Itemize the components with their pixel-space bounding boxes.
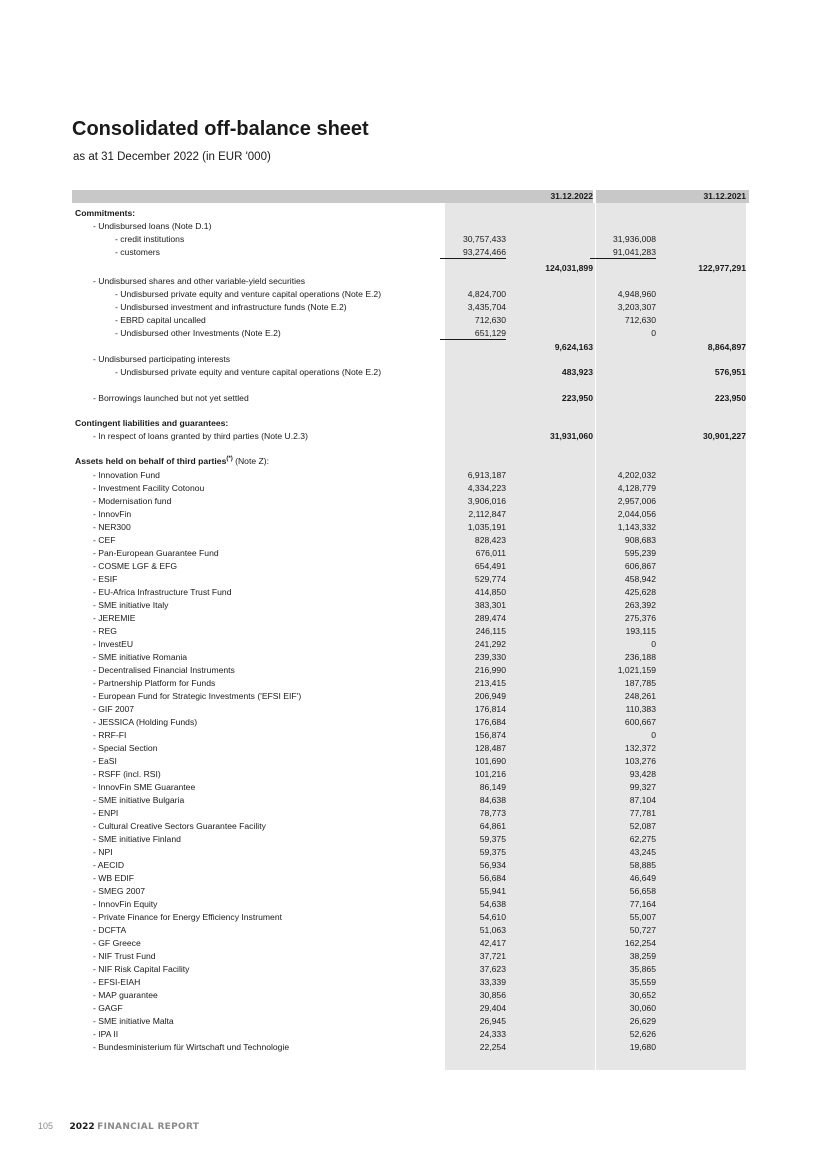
value-cell: 35,559 <box>629 977 656 987</box>
row-label: - EaSI <box>93 756 117 766</box>
table-row <box>0 482 825 495</box>
row-label: - Undisbursed participating interests <box>93 354 231 364</box>
table-row <box>0 664 825 677</box>
row-label: - IPA II <box>93 1029 119 1039</box>
table-row <box>0 898 825 911</box>
value-cell: 93,274,466 <box>440 246 506 259</box>
row-label: - RRF-FI <box>93 730 127 740</box>
footer-year: 2022 <box>69 1122 95 1132</box>
value-cell: 56,658 <box>629 886 656 896</box>
value-cell: 4,948,960 <box>617 289 656 299</box>
row-label: - Bundesministerium für Wirtschaft und Technologie <box>93 1042 290 1052</box>
row-label: - EFSI-EIAH <box>93 977 141 987</box>
row-label: - ESIF <box>93 574 118 584</box>
row-label: - In respect of loans granted by third parties (Note U.2.3) <box>93 431 308 441</box>
row-label: - WB EDIF <box>93 873 135 883</box>
row-label: - Cultural Creative Sectors Guarantee Facility <box>93 821 266 831</box>
table-row <box>0 207 825 220</box>
value-cell: 99,327 <box>629 782 656 792</box>
table-row <box>0 560 825 573</box>
row-label: - SME initiative Malta <box>93 1016 174 1026</box>
table-row <box>0 794 825 807</box>
value-cell: 37,623 <box>479 964 506 974</box>
value-cell: 56,684 <box>479 873 506 883</box>
row-label: - Partnership Platform for Funds <box>93 678 216 688</box>
row-label: Assets held on behalf of third parties(*) (Note Z): <box>75 456 270 466</box>
row-label: - SMEG 2007 <box>93 886 146 896</box>
row-label: - Undisbursed private equity and venture capital operations (Note E.2) <box>115 367 382 377</box>
table-row <box>0 742 825 755</box>
value-cell: 206,949 <box>474 691 506 701</box>
value-cell: 62,275 <box>629 834 656 844</box>
value-cell: 1,021,159 <box>617 665 656 675</box>
value-cell: 87,104 <box>629 795 656 805</box>
value-cell: 216,990 <box>474 665 506 675</box>
value-cell: 213,415 <box>474 678 506 688</box>
row-label: - SME initiative Romania <box>93 652 188 662</box>
table-row <box>0 246 825 259</box>
value-cell: 1,143,332 <box>617 522 656 532</box>
row-label: - InnovFin Equity <box>93 899 158 909</box>
value-cell: 223,950 <box>714 393 746 403</box>
value-cell: 77,164 <box>629 899 656 909</box>
table-row <box>0 455 825 468</box>
value-cell: 676,011 <box>475 548 506 558</box>
value-cell: 606,867 <box>624 561 656 571</box>
value-cell: 576,951 <box>714 367 746 377</box>
value-cell: 223,950 <box>561 393 593 403</box>
row-label: - Undisbursed loans (Note D.1) <box>93 221 212 231</box>
table-row <box>0 233 825 246</box>
table-row <box>0 275 825 288</box>
table-row <box>0 314 825 327</box>
value-cell: 414,850 <box>474 587 506 597</box>
row-label: - Special Section <box>93 743 158 753</box>
row-label: - AECID <box>93 860 125 870</box>
value-cell: 30,856 <box>479 990 506 1000</box>
value-cell: 52,087 <box>629 821 656 831</box>
page-title: Consolidated off-balance sheet <box>72 118 369 140</box>
table-row <box>0 690 825 703</box>
row-label: - NIF Trust Fund <box>93 951 156 961</box>
value-cell: 275,376 <box>624 613 656 623</box>
value-cell: 529,774 <box>474 574 506 584</box>
table-row <box>0 937 825 950</box>
value-cell: 0 <box>651 730 656 740</box>
table-row <box>0 612 825 625</box>
row-label: - MAP guarantee <box>93 990 158 1000</box>
value-cell: 2,044,056 <box>617 509 656 519</box>
value-cell: 29,404 <box>479 1003 506 1013</box>
row-label: - DCFTA <box>93 925 127 935</box>
table-row <box>0 950 825 963</box>
row-label: - customers <box>115 247 160 257</box>
row-label: - REG <box>93 626 117 636</box>
row-label: - InvestEU <box>93 639 134 649</box>
row-label: - Pan-European Guarantee Fund <box>93 548 219 558</box>
value-cell: 3,203,307 <box>617 302 656 312</box>
table-row <box>0 1015 825 1028</box>
row-label: - JESSICA (Holding Funds) <box>93 717 198 727</box>
row-label: Contingent liabilities and guarantees: <box>75 418 229 428</box>
value-cell: 59,375 <box>479 834 506 844</box>
table-row <box>0 677 825 690</box>
value-cell: 26,629 <box>629 1016 656 1026</box>
value-cell: 37,721 <box>479 951 506 961</box>
table-row <box>0 392 825 405</box>
value-cell: 651,129 <box>440 327 506 340</box>
table-row <box>0 534 825 547</box>
table-row <box>0 976 825 989</box>
value-cell: 93,428 <box>629 769 656 779</box>
row-label: - InnovFin SME Guarantee <box>93 782 196 792</box>
row-label: - Private Finance for Energy Efficiency Instrument <box>93 912 282 922</box>
page-number: 105 <box>38 1121 54 1131</box>
value-cell: 54,638 <box>479 899 506 909</box>
value-cell: 6,913,187 <box>467 470 506 480</box>
row-label: Commitments: <box>75 208 136 218</box>
value-cell: 122,977,291 <box>698 263 746 273</box>
row-label: - ENPI <box>93 808 119 818</box>
table-row <box>0 963 825 976</box>
value-cell: 132,372 <box>624 743 656 753</box>
value-cell: 58,885 <box>629 860 656 870</box>
row-label: - Undisbursed other Investments (Note E.2) <box>115 328 281 338</box>
value-cell: 35,865 <box>629 964 656 974</box>
page-subtitle: as at 31 December 2022 (in EUR '000) <box>73 151 271 163</box>
row-label: - CEF <box>93 535 116 545</box>
value-cell: 30,060 <box>629 1003 656 1013</box>
row-label: - Undisbursed private equity and venture capital operations (Note E.2) <box>115 289 382 299</box>
table-row <box>0 262 825 275</box>
table-row <box>0 911 825 924</box>
value-cell: 0 <box>651 328 656 338</box>
value-cell: 30,757,433 <box>462 234 506 244</box>
row-label: - Undisbursed shares and other variable-yield securities <box>93 276 306 286</box>
value-cell: 84,638 <box>479 795 506 805</box>
row-label: - SME initiative Bulgaria <box>93 795 185 805</box>
value-cell: 9,624,163 <box>554 342 593 352</box>
row-label: - Innovation Fund <box>93 470 160 480</box>
value-cell: 50,727 <box>629 925 656 935</box>
table-row <box>0 807 825 820</box>
row-label: - InnovFin <box>93 509 132 519</box>
table-row <box>0 573 825 586</box>
value-cell: 64,861 <box>479 821 506 831</box>
table-row <box>0 703 825 716</box>
value-cell: 263,392 <box>624 600 656 610</box>
value-cell: 712,630 <box>474 315 506 325</box>
value-cell: 162,254 <box>624 938 656 948</box>
table-row <box>0 586 825 599</box>
table-row <box>0 768 825 781</box>
value-cell: 51,063 <box>479 925 506 935</box>
value-cell: 458,942 <box>624 574 656 584</box>
value-cell: 654,491 <box>474 561 506 571</box>
value-cell: 31,931,060 <box>549 431 593 441</box>
value-cell: 193,115 <box>625 626 656 636</box>
value-cell: 24,333 <box>479 1029 506 1039</box>
value-cell: 908,683 <box>624 535 656 545</box>
row-label: - Borrowings launched but not yet settled <box>93 393 249 403</box>
table-row <box>0 417 825 430</box>
value-cell: 110,383 <box>625 704 656 714</box>
value-cell: 30,652 <box>629 990 656 1000</box>
column-header-2021: 31.12.2021 <box>703 191 746 201</box>
value-cell: 246,115 <box>475 626 506 636</box>
table-row <box>0 495 825 508</box>
value-cell: 31,936,008 <box>612 234 656 244</box>
value-cell: 176,814 <box>474 704 506 714</box>
row-label: - European Fund for Strategic Investments ('EFSI EIF') <box>93 691 302 701</box>
value-cell: 30,901,227 <box>702 431 746 441</box>
row-label: - Decentralised Financial Instruments <box>93 665 235 675</box>
value-cell: 289,474 <box>474 613 506 623</box>
value-cell: 101,216 <box>474 769 506 779</box>
value-cell: 56,934 <box>479 860 506 870</box>
column-header-2022: 31.12.2022 <box>550 191 593 201</box>
value-cell: 600,667 <box>624 717 656 727</box>
table-row <box>0 521 825 534</box>
value-cell: 4,202,032 <box>617 470 656 480</box>
table-row <box>0 288 825 301</box>
row-label: - Investment Facility Cotonou <box>93 483 205 493</box>
value-cell: 4,824,700 <box>467 289 506 299</box>
row-label: - RSFF (incl. RSI) <box>93 769 161 779</box>
value-cell: 2,112,847 <box>468 509 506 519</box>
value-cell: 4,334,223 <box>467 483 506 493</box>
table-row <box>0 820 825 833</box>
row-label: - Undisbursed investment and infrastructure funds (Note E.2) <box>115 302 347 312</box>
value-cell: 483,923 <box>561 367 593 377</box>
table-row <box>0 599 825 612</box>
row-label: - SME initiative Italy <box>93 600 169 610</box>
value-cell: 103,276 <box>624 756 656 766</box>
page-footer <box>38 1121 199 1132</box>
table-row <box>0 366 825 379</box>
value-cell: 3,906,016 <box>467 496 506 506</box>
table-row <box>0 872 825 885</box>
table-row <box>0 651 825 664</box>
value-cell: 383,301 <box>474 600 506 610</box>
value-cell: 22,254 <box>479 1042 506 1052</box>
table-row <box>0 729 825 742</box>
value-cell: 38,259 <box>629 951 656 961</box>
table-row <box>0 625 825 638</box>
table-row <box>0 508 825 521</box>
value-cell: 78,773 <box>479 808 506 818</box>
value-cell: 8,864,897 <box>707 342 746 352</box>
row-label: - GAGF <box>93 1003 123 1013</box>
table-row <box>0 1041 825 1054</box>
value-cell: 156,874 <box>474 730 506 740</box>
value-cell: 42,417 <box>479 938 506 948</box>
row-label: - credit institutions <box>115 234 185 244</box>
row-label: - EU-Africa Infrastructure Trust Fund <box>93 587 232 597</box>
value-cell: 26,945 <box>479 1016 506 1026</box>
table-row <box>0 430 825 443</box>
row-label: - NPI <box>93 847 113 857</box>
value-cell: 43,245 <box>629 847 656 857</box>
value-cell: 828,423 <box>474 535 506 545</box>
table-row <box>0 547 825 560</box>
table-row <box>0 301 825 314</box>
value-cell: 0 <box>651 639 656 649</box>
table-row <box>0 755 825 768</box>
value-cell: 236,188 <box>624 652 656 662</box>
row-label: - NER300 <box>93 522 131 532</box>
row-label: - Modernisation fund <box>93 496 172 506</box>
value-cell: 176,684 <box>474 717 506 727</box>
value-cell: 101,690 <box>474 756 506 766</box>
value-cell: 1,035,191 <box>467 522 506 532</box>
value-cell: 77,781 <box>629 808 656 818</box>
table-row <box>0 327 825 340</box>
row-label: - JEREMIE <box>93 613 136 623</box>
value-cell: 4,128,779 <box>617 483 656 493</box>
footer-report-name: FINANCIAL REPORT <box>97 1122 200 1132</box>
table-row <box>0 1028 825 1041</box>
value-cell: 248,261 <box>624 691 656 701</box>
row-label: - EBRD capital uncalled <box>115 315 206 325</box>
value-cell: 425,628 <box>624 587 656 597</box>
value-cell: 239,330 <box>474 652 506 662</box>
value-cell: 187,785 <box>624 678 656 688</box>
value-cell: 46,649 <box>629 873 656 883</box>
table-row <box>0 989 825 1002</box>
row-label: - COSME LGF & EFG <box>93 561 178 571</box>
table-row <box>0 469 825 482</box>
value-cell: 86,149 <box>479 782 506 792</box>
value-cell: 124,031,899 <box>545 263 593 273</box>
row-label: - GIF 2007 <box>93 704 135 714</box>
row-label: - NIF Risk Capital Facility <box>93 964 190 974</box>
table-row <box>0 846 825 859</box>
table-row <box>0 1002 825 1015</box>
table-row <box>0 924 825 937</box>
table-row <box>0 716 825 729</box>
table-row <box>0 220 825 233</box>
row-label: - SME initiative Finland <box>93 834 181 844</box>
table-row <box>0 353 825 366</box>
table-row <box>0 781 825 794</box>
value-cell: 54,610 <box>479 912 506 922</box>
value-cell: 52,626 <box>629 1029 656 1039</box>
value-cell: 712,630 <box>624 315 656 325</box>
value-cell: 55,007 <box>629 912 656 922</box>
value-cell: 91,041,283 <box>590 246 656 259</box>
value-cell: 19,680 <box>629 1042 656 1052</box>
value-cell: 59,375 <box>479 847 506 857</box>
row-label: - GF Greece <box>93 938 141 948</box>
table-row <box>0 859 825 872</box>
value-cell: 595,239 <box>624 548 656 558</box>
table-row <box>0 638 825 651</box>
table-row <box>0 885 825 898</box>
value-cell: 128,487 <box>474 743 506 753</box>
value-cell: 2,957,006 <box>617 496 656 506</box>
value-cell: 241,292 <box>474 639 506 649</box>
table-row <box>0 833 825 846</box>
value-cell: 33,339 <box>479 977 506 987</box>
value-cell: 55,941 <box>479 886 506 896</box>
value-cell: 3,435,704 <box>467 302 506 312</box>
